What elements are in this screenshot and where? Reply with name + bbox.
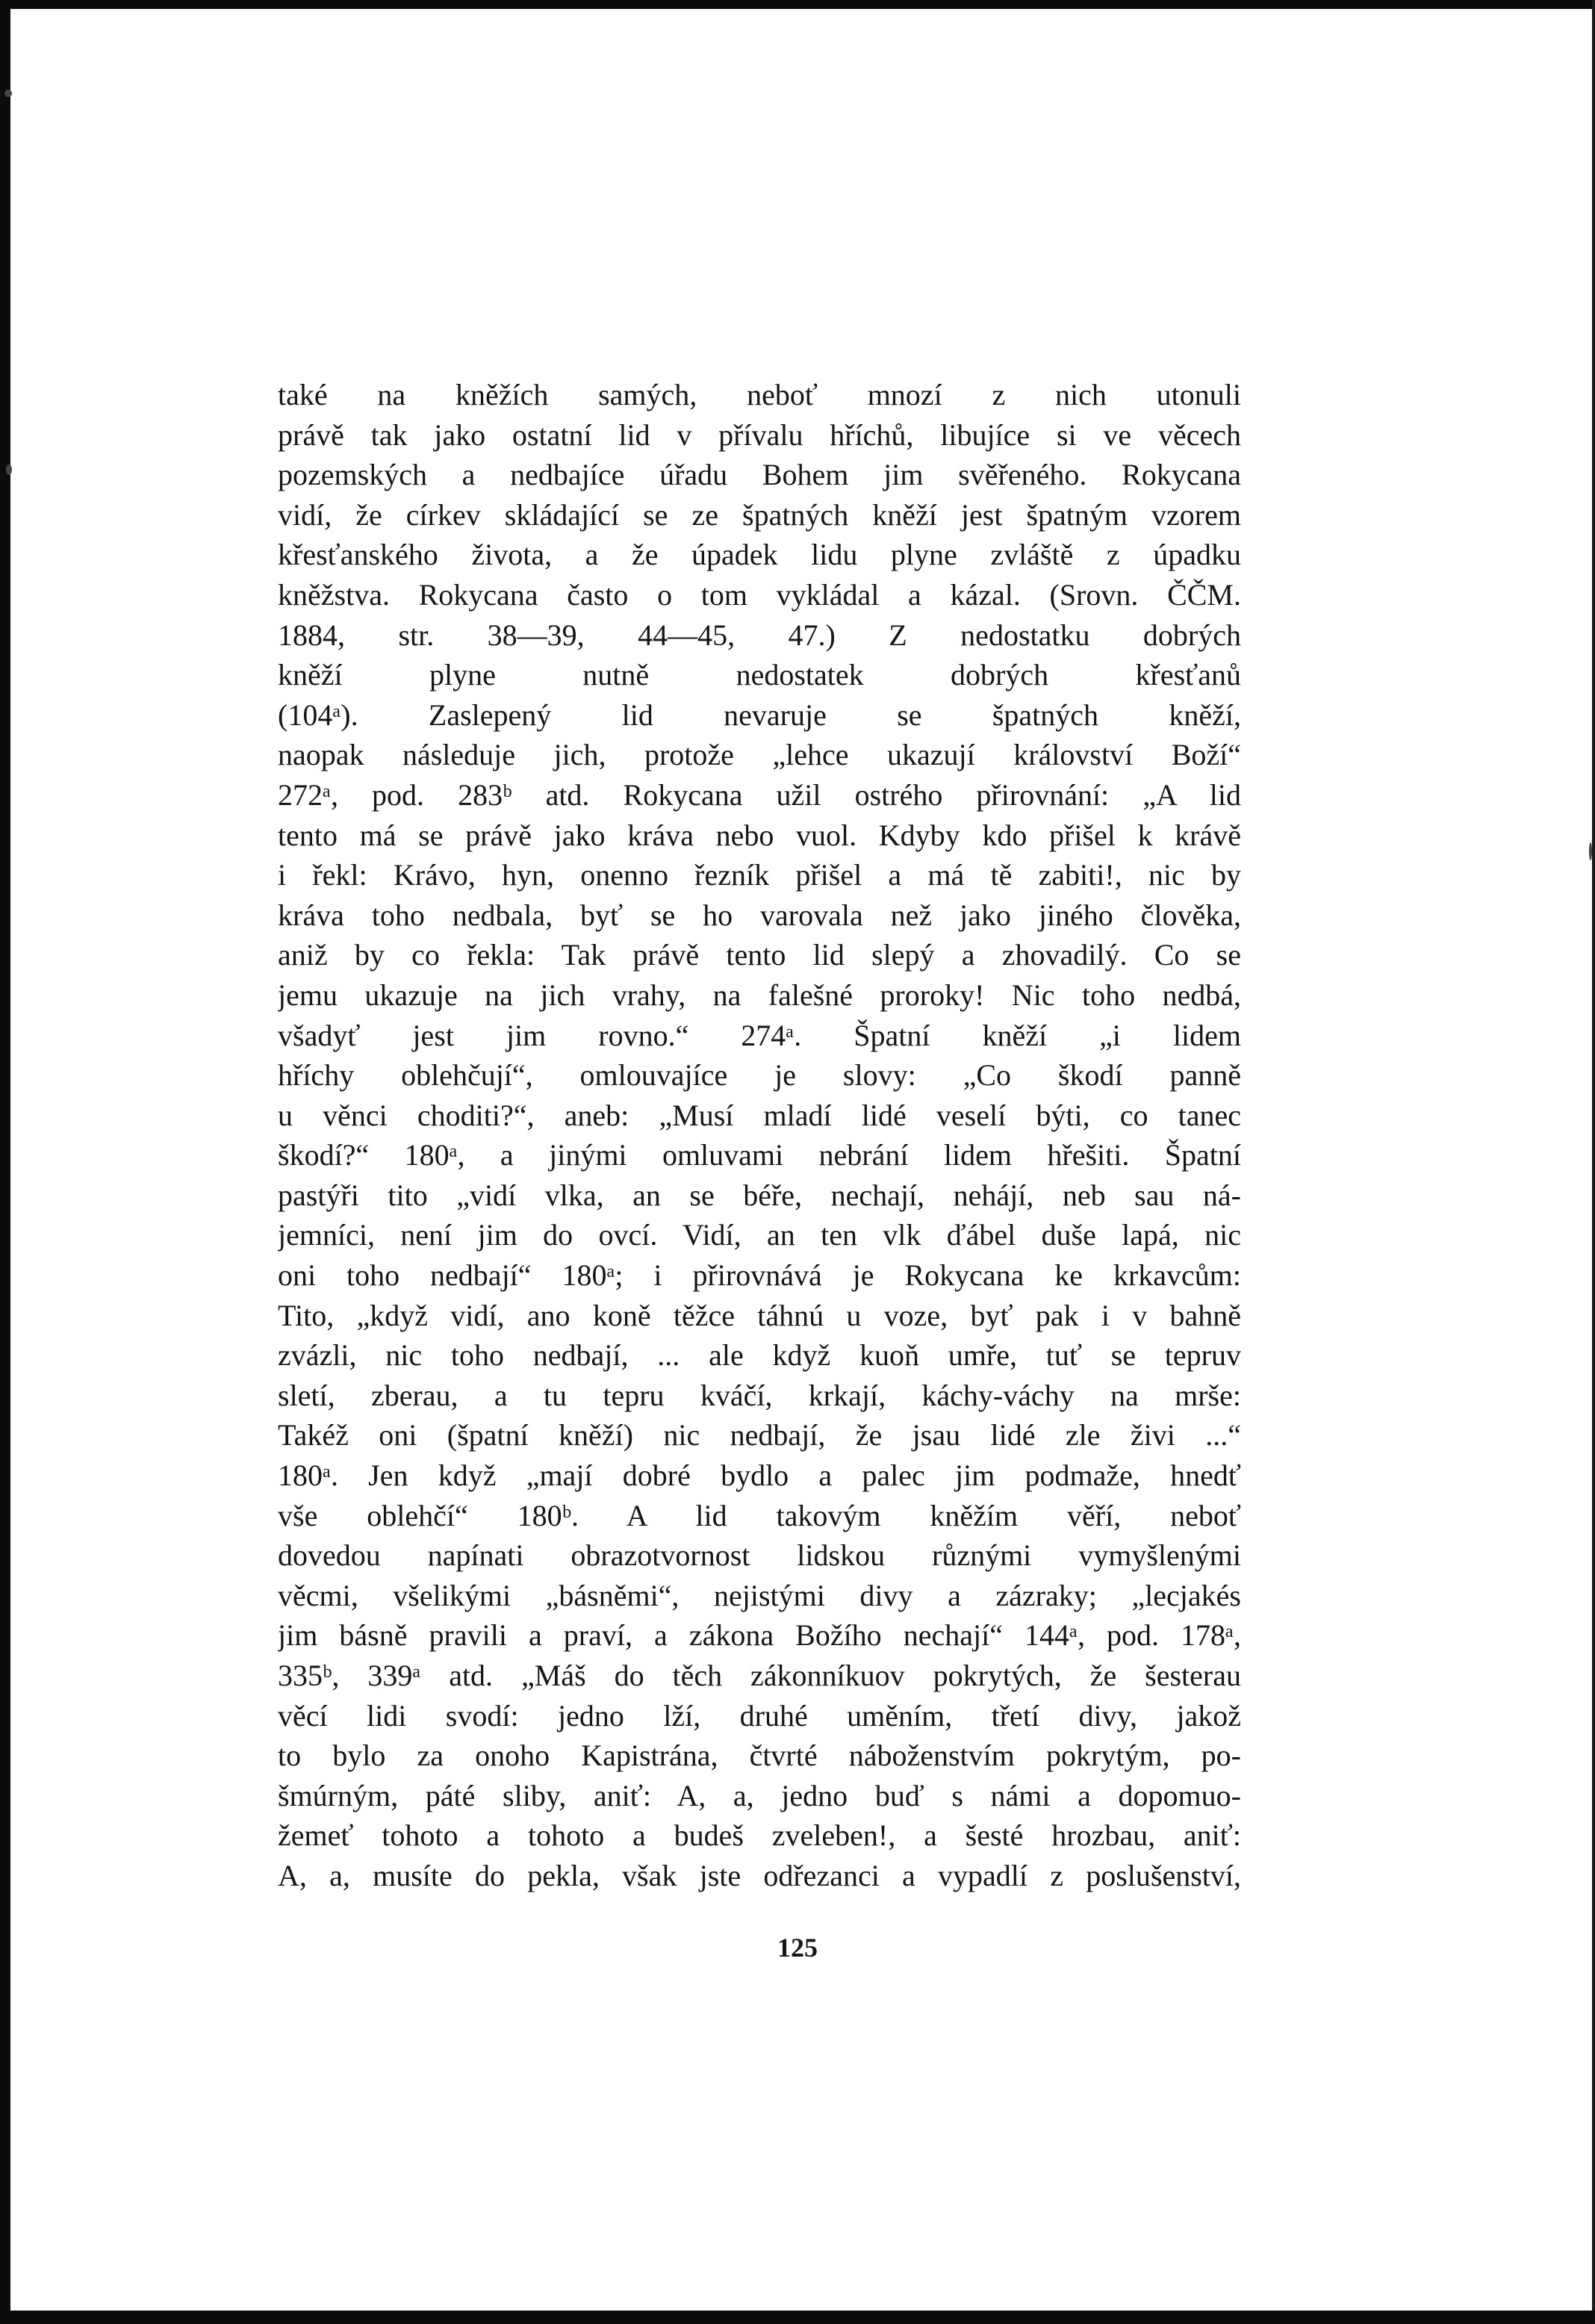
text-line: (104ᵃ). Zaslepený lid nevaruje se špatných kněží,	[278, 697, 1241, 732]
text-line: křesťanského života, a že úpadek lidu plyne zvláště z úpadku	[278, 538, 1241, 572]
text-line: škodí?“ 180ᵃ, a jinými omluvami nebrání lidem hřešiti. Špatní	[278, 1138, 1241, 1172]
text-line: šmúrným, páté sliby, aniť: A, a, jedno buď s námi a dopomuo-	[278, 1778, 1241, 1812]
text-line: kněží plyne nutně nedostatek dobrých křesťanů	[278, 658, 1241, 692]
text-line: žemeť tohoto a tohoto a budeš zveleben!, a šesté hrozbau, aniť:	[278, 1818, 1241, 1853]
text-line: pastýři tito „vidí vlka, an se béře, nechají, nehájí, neb sau ná-	[278, 1178, 1241, 1212]
text-line: sletí, zberau, a tu tepru kváčí, krkají, káchy-váchy na mrše:	[278, 1378, 1241, 1412]
text-line: u věnci choditi?“, aneb: „Musí mladí lidé veselí býti, co tanec	[278, 1098, 1241, 1132]
text-line: i řekl: Krávo, hyn, onenno řezník přišel a má tě zabiti!, nic by	[278, 858, 1241, 892]
text-line: 272ᵃ, pod. 283ᵇ atd. Rokycana užil ostrého přirovnání: „A lid	[278, 777, 1241, 812]
text-line: naopak následuje jich, protože „lehce ukazují království Boží“	[278, 738, 1241, 772]
scan-speck	[4, 90, 12, 97]
text-line: aniž by co řekla: Tak právě tento lid slepý a zhovadilý. Co se	[278, 938, 1241, 972]
text-line: Tito, „když vidí, ano koně těžce táhnú u voze, byť pak i v bahně	[278, 1298, 1241, 1332]
text-line: Takéž oni (špatní kněží) nic nedbají, že jsau lidé zle živi ...“	[278, 1418, 1241, 1452]
text-line: všadyť jest jim rovno.“ 274ᵃ. Špatní kněží „i lidem	[278, 1018, 1241, 1052]
text-line: kněžstva. Rokycana často o tom vykládal a kázal. (Srovn. ČČM.	[278, 577, 1241, 612]
text-line: 180ᵃ. Jen když „mají dobré bydlo a palec jim podmaže, hnedť	[278, 1458, 1241, 1493]
scan-speck	[1589, 842, 1592, 860]
scan-border-right	[1592, 0, 1595, 2324]
text-line: 335ᵇ, 339ᵃ atd. „Máš do těch zákonníkuov pokrytých, že šesterau	[278, 1659, 1241, 1692]
scan-border-bottom	[0, 2311, 1595, 2324]
body-text	[278, 375, 1241, 1896]
scan-speck	[6, 465, 12, 475]
text-line: zvázli, nic toho nedbají, ... ale když kuoň umře, tuť se tepruv	[278, 1338, 1241, 1373]
text-line: věcmi, všelikými „básněmi“, nejistými divy a zázraky; „lecjakés	[278, 1578, 1241, 1612]
text-line: vše oblehčí“ 180ᵇ. A lid takovým kněžím věří, neboť	[278, 1498, 1241, 1532]
text-line: věcí lidi svodí: jedno lží, druhé uměním, třetí divy, jakož	[278, 1698, 1241, 1733]
text-line: jemu ukazuje na jich vrahy, na falešné proroky! Nic toho nedbá,	[278, 978, 1241, 1012]
text-line: pozemských a nedbajíce úřadu Bohem jim svěřeného. Rokycana	[278, 458, 1241, 492]
text-line: hříchy oblehčují“, omlouvajíce je slovy: „Co škodí panně	[278, 1058, 1241, 1093]
text-line: tento má se právě jako kráva nebo vuol. Kdyby kdo přišel k krávě	[278, 818, 1241, 852]
scan-border-top	[0, 0, 1595, 9]
text-line: A, a, musíte do pekla, však jste odřezanci a vypadlí z poslušenství,	[278, 1858, 1241, 1892]
text-line: také na kněžích samých, neboť mnozí z nich utonuli	[278, 378, 1241, 411]
text-line: to bylo za onoho Kapistrána, čtvrté náboženstvím pokrytým, po-	[278, 1739, 1241, 1773]
page-number: 125	[777, 1933, 818, 1963]
text-line: jim básně pravili a praví, a zákona Božího nechají“ 144ᵃ, pod. 178ᵃ,	[278, 1618, 1241, 1653]
text-line: 1884, str. 38—39, 44—45, 47.) Z nedostatku dobrých	[278, 618, 1241, 652]
scan-border-left	[0, 0, 10, 2324]
text-line: vidí, že církev skládající se ze špatných kněží jest špatným vzorem	[278, 497, 1241, 532]
text-line: kráva toho nedbala, byť se ho varovala než jako jiného člověka,	[278, 898, 1241, 932]
text-line: dovedou napínati obrazotvornost lidskou různými vymyšlenými	[278, 1538, 1241, 1573]
text-line: právě tak jako ostatní lid v přívalu hříchů, libujíce si ve věcech	[278, 417, 1241, 452]
text-line: oni toho nedbají“ 180ᵃ; i přirovnává je Rokycana ke krkavcům:	[278, 1258, 1241, 1293]
text-line: jemníci, není jim do ovcí. Vidí, an ten vlk ďábel duše lapá, nic	[278, 1218, 1241, 1252]
